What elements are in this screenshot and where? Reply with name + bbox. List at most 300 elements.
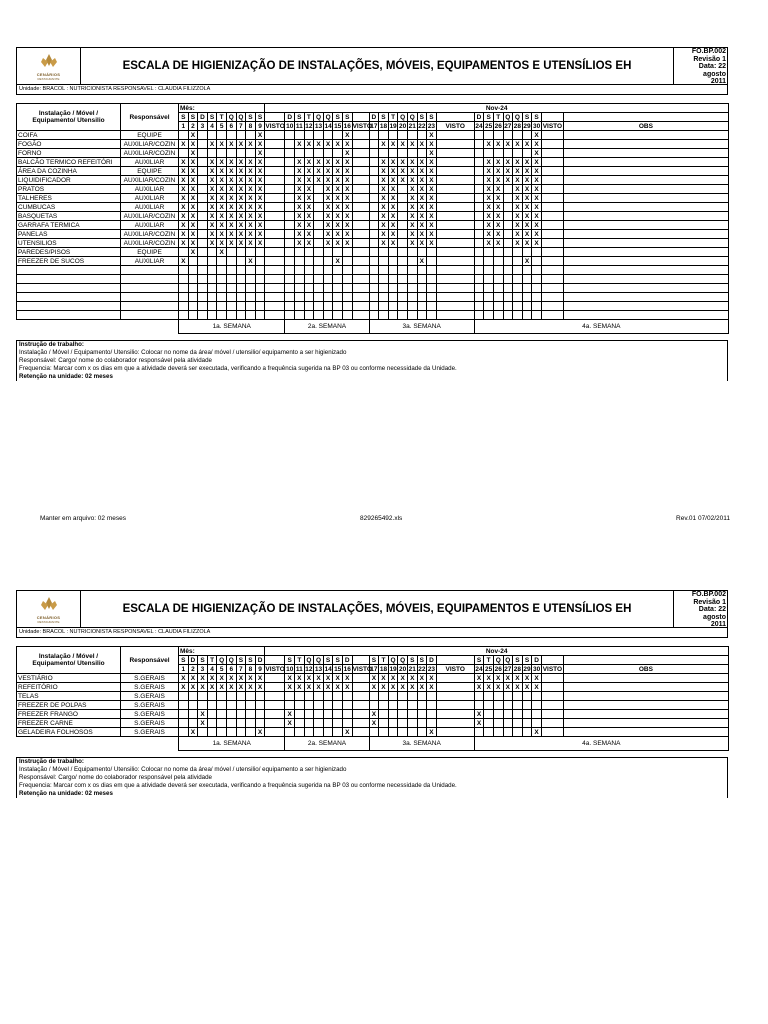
visto-cell (541, 302, 563, 311)
schedule-mark (407, 149, 417, 158)
schedule-mark (503, 257, 513, 266)
schedule-mark: X (323, 158, 333, 167)
schedule-mark (474, 266, 484, 275)
instruction-line: Frequencia: Marcar com x os dias em que a atividade deverá ser executada, verificando a frequência sugerida na BP 03 ou conforme necessidade da Unidade. (19, 782, 457, 789)
schedule-mark: X (255, 131, 265, 140)
schedule-mark (474, 311, 484, 320)
visto-cell (436, 692, 474, 701)
schedule-mark: X (474, 674, 484, 683)
schedule-mark (503, 284, 513, 293)
schedule-mark (417, 149, 427, 158)
schedule-mark: X (407, 674, 417, 683)
schedule-mark: X (532, 149, 542, 158)
schedule-mark (379, 131, 389, 140)
instructions-title: Instrução de trabalho: (19, 341, 84, 348)
schedule-mark (217, 719, 227, 728)
schedule-mark (427, 266, 437, 275)
schedule-mark: X (217, 185, 227, 194)
schedule-mark: X (226, 176, 236, 185)
schedule-mark (388, 692, 398, 701)
schedule-mark: X (236, 239, 246, 248)
schedule-mark (295, 710, 305, 719)
visto-cell (541, 140, 563, 149)
schedule-mark (417, 311, 427, 320)
schedule-mark: X (427, 230, 437, 239)
day-number: 18 (379, 122, 388, 130)
schedule-mark: X (255, 212, 265, 221)
schedule-mark (314, 302, 324, 311)
schedule-mark (295, 266, 305, 275)
obs-cell (563, 158, 728, 167)
day-number: 17 (370, 122, 378, 130)
form-date: Data: 22 agosto (698, 606, 726, 621)
visto-cell (352, 266, 369, 275)
weekday-header: Q (388, 656, 398, 665)
schedule-mark: X (522, 185, 532, 194)
schedule-mark (398, 221, 408, 230)
schedule-mark: X (484, 239, 494, 248)
schedule-mark (484, 728, 494, 737)
schedule-mark (474, 185, 484, 194)
obs-cell (563, 167, 728, 176)
schedule-mark: X (503, 674, 513, 683)
schedule-mark (226, 149, 236, 158)
schedule-mark (179, 311, 189, 320)
schedule-mark: X (295, 674, 305, 683)
sheet-1 (16, 47, 728, 381)
schedule-mark (398, 710, 408, 719)
schedule-mark (369, 311, 379, 320)
schedule-mark (198, 302, 208, 311)
schedule-mark: X (304, 212, 314, 221)
schedule-mark: X (417, 239, 427, 248)
weekday-header: S (236, 656, 246, 665)
schedule-mark (503, 293, 513, 302)
schedule-mark: X (217, 230, 227, 239)
schedule-mark (207, 275, 217, 284)
schedule-mark (226, 284, 236, 293)
schedule-mark: X (427, 674, 437, 683)
schedule-mark: X (493, 683, 503, 692)
schedule-mark (342, 701, 352, 710)
schedule-mark (217, 701, 227, 710)
table-row (17, 719, 729, 728)
schedule-mark: X (484, 185, 494, 194)
schedule-mark: X (295, 158, 305, 167)
schedule-mark (474, 194, 484, 203)
schedule-mark: X (285, 683, 295, 692)
schedule-mark: X (207, 176, 217, 185)
schedule-mark (198, 701, 208, 710)
schedule-mark: X (379, 167, 389, 176)
schedule-mark: X (295, 683, 305, 692)
schedule-mark (379, 311, 389, 320)
schedule-mark: X (379, 194, 389, 203)
schedule-mark: X (522, 167, 532, 176)
schedule-mark (246, 311, 256, 320)
schedule-mark: X (388, 221, 398, 230)
instruction-line: Responsável: Cargo/ nome do colaborador responsável pela atividade (19, 774, 212, 781)
weekday-header: T (388, 113, 398, 122)
table-cell (563, 113, 728, 122)
schedule-mark (342, 266, 352, 275)
schedule-mark: X (207, 140, 217, 149)
weekday-header: Q (314, 113, 324, 122)
schedule-mark (226, 266, 236, 275)
schedule-mark (503, 185, 513, 194)
schedule-mark: X (295, 194, 305, 203)
visto-cell (541, 266, 563, 275)
schedule-mark (226, 311, 236, 320)
schedule-mark (369, 158, 379, 167)
day-number: 20 (399, 665, 407, 673)
schedule-mark: X (207, 158, 217, 167)
schedule-mark: X (379, 221, 389, 230)
visto-cell (541, 149, 563, 158)
schedule-mark (493, 257, 503, 266)
schedule-mark: X (417, 257, 427, 266)
schedule-mark (198, 293, 208, 302)
schedule-mark (484, 719, 494, 728)
schedule-mark: X (304, 158, 314, 167)
schedule-mark: X (484, 674, 494, 683)
schedule-mark: X (246, 140, 256, 149)
schedule-mark (304, 275, 314, 284)
schedule-mark (417, 719, 427, 728)
schedule-mark (198, 257, 208, 266)
week-3-label: 3a. SEMANA (369, 320, 474, 334)
table-row (17, 221, 729, 230)
schedule-mark (285, 203, 295, 212)
schedule-mark (285, 140, 295, 149)
schedule-mark (314, 284, 324, 293)
schedule-mark (369, 176, 379, 185)
schedule-mark: X (333, 158, 343, 167)
visto-cell (265, 212, 285, 221)
schedule-mark: X (407, 167, 417, 176)
weekday-header: Q (493, 656, 503, 665)
visto-cell (265, 248, 285, 257)
visto-cell (352, 167, 369, 176)
schedule-mark (388, 293, 398, 302)
schedule-mark (314, 719, 324, 728)
schedule-mark (513, 728, 523, 737)
schedule-mark (304, 257, 314, 266)
schedule-mark: X (236, 167, 246, 176)
schedule-mark (474, 257, 484, 266)
schedule-mark (217, 275, 227, 284)
schedule-mark: X (295, 239, 305, 248)
visto-cell (436, 221, 474, 230)
schedule-mark: X (198, 710, 208, 719)
visto-cell (541, 683, 563, 692)
retention-line: Retenção na unidade: 02 meses (19, 790, 113, 797)
schedule-mark (333, 311, 343, 320)
schedule-mark (379, 293, 389, 302)
schedule-mark (198, 149, 208, 158)
day-number: 7 (236, 665, 246, 674)
schedule-mark: X (179, 194, 189, 203)
schedule-mark: X (217, 674, 227, 683)
schedule-mark (474, 167, 484, 176)
visto-header: VISTO (265, 665, 285, 673)
schedule-mark: X (304, 167, 314, 176)
responsible-name (121, 311, 179, 320)
schedule-mark (503, 248, 513, 257)
visto-cell (436, 293, 474, 302)
schedule-mark (255, 311, 265, 320)
schedule-mark (532, 719, 542, 728)
schedule-mark: X (246, 167, 256, 176)
schedule-mark: X (188, 230, 198, 239)
table-cell (541, 656, 563, 665)
schedule-mark: X (379, 140, 389, 149)
month-value: Nov-24 (265, 647, 728, 656)
schedule-mark: X (217, 176, 227, 185)
schedule-mark (513, 248, 523, 257)
schedule-mark (379, 719, 389, 728)
visto-cell (436, 284, 474, 293)
schedule-mark: X (417, 230, 427, 239)
schedule-mark: X (333, 185, 343, 194)
schedule-mark (513, 311, 523, 320)
visto-cell (436, 140, 474, 149)
visto-cell (436, 683, 474, 692)
responsible-name (121, 275, 179, 284)
schedule-mark (369, 692, 379, 701)
visto-cell (436, 230, 474, 239)
schedule-mark: X (188, 212, 198, 221)
schedule-mark: X (198, 674, 208, 683)
schedule-mark (314, 701, 324, 710)
day-number: 8 (246, 122, 256, 131)
schedule-mark (304, 719, 314, 728)
schedule-mark (398, 266, 408, 275)
schedule-mark (207, 131, 217, 140)
table-row (17, 230, 729, 239)
schedule-mark (474, 230, 484, 239)
visto-cell (541, 674, 563, 683)
schedule-mark: X (427, 167, 437, 176)
schedule-mark (226, 275, 236, 284)
schedule-mark (207, 719, 217, 728)
schedule-mark (388, 719, 398, 728)
schedule-mark: X (532, 212, 542, 221)
schedule-mark: X (255, 203, 265, 212)
schedule-mark: X (503, 140, 513, 149)
form-code: FO.BP.002 (691, 48, 726, 55)
weekday-header: Q (503, 656, 513, 665)
table-cell (17, 737, 179, 751)
footer-revision: Rev.01 07/02/2011 (676, 515, 730, 522)
weekday-header: Q (314, 656, 324, 665)
schedule-mark: X (513, 674, 523, 683)
schedule-mark (369, 140, 379, 149)
schedule-mark (285, 185, 295, 194)
schedule-mark: X (255, 158, 265, 167)
schedule-mark (388, 248, 398, 257)
visto-cell (352, 176, 369, 185)
visto-cell (352, 131, 369, 140)
schedule-mark: X (207, 239, 217, 248)
schedule-mark (493, 284, 503, 293)
schedule-mark: X (493, 176, 503, 185)
schedule-mark (474, 131, 484, 140)
schedule-mark: X (484, 158, 494, 167)
schedule-mark (417, 293, 427, 302)
schedule-mark: X (314, 674, 324, 683)
company-logo (17, 48, 81, 84)
day-number: 27 (504, 665, 512, 673)
form-title: ESCALA DE HIGIENIZAÇÃO DE INSTALAÇÕES, MÓVEIS, EQUIPAMENTOS E UTENSÍLIOS EH (122, 603, 632, 615)
day-number: 26 (494, 665, 502, 673)
schedule-mark (188, 284, 198, 293)
schedule-mark (246, 293, 256, 302)
schedule-mark (255, 710, 265, 719)
weekday-header: Q (236, 113, 246, 122)
weekday-header: S (188, 113, 198, 122)
week-2-label: 2a. SEMANA (285, 737, 369, 751)
visto-header: VISTO (265, 122, 285, 130)
day-number: 19 (389, 122, 397, 130)
schedule-mark: X (484, 230, 494, 239)
schedule-mark: X (179, 683, 189, 692)
weekday-header: T (304, 113, 314, 122)
schedule-mark (217, 302, 227, 311)
schedule-mark (513, 149, 523, 158)
table-row (17, 203, 729, 212)
schedule-mark (314, 311, 324, 320)
work-instructions (16, 757, 728, 798)
schedule-mark (295, 302, 305, 311)
schedule-mark (474, 221, 484, 230)
schedule-mark (513, 719, 523, 728)
visto-cell (541, 692, 563, 701)
schedule-mark (417, 248, 427, 257)
schedule-mark (513, 131, 523, 140)
visto-cell (541, 257, 563, 266)
schedule-mark: X (427, 212, 437, 221)
visto-cell (265, 257, 285, 266)
schedule-mark (484, 293, 494, 302)
schedule-mark (198, 728, 208, 737)
visto-cell (352, 230, 369, 239)
responsible-name: S.GERAIS (121, 674, 179, 683)
schedule-mark: X (379, 683, 389, 692)
schedule-mark: X (417, 176, 427, 185)
schedule-mark: X (304, 140, 314, 149)
visto-cell (265, 185, 285, 194)
obs-header: OBS (563, 665, 728, 674)
day-number: 21 (408, 665, 416, 673)
schedule-mark (236, 248, 246, 257)
schedule-mark (198, 248, 208, 257)
schedule-mark (188, 311, 198, 320)
schedule-mark: X (295, 140, 305, 149)
schedule-mark: X (226, 230, 236, 239)
schedule-mark (295, 728, 305, 737)
schedule-mark (493, 293, 503, 302)
schedule-mark: X (532, 674, 542, 683)
document-info (673, 48, 727, 84)
schedule-mark: X (188, 176, 198, 185)
schedule-mark: X (388, 194, 398, 203)
schedule-mark (285, 266, 295, 275)
schedule-mark (398, 131, 408, 140)
schedule-mark: X (255, 728, 265, 737)
schedule-mark: X (493, 158, 503, 167)
schedule-mark: X (532, 158, 542, 167)
schedule-mark (522, 701, 532, 710)
responsible-name: EQUIPE (121, 167, 179, 176)
obs-cell (563, 293, 728, 302)
schedule-mark (427, 284, 437, 293)
schedule-mark (226, 719, 236, 728)
schedule-mark (314, 230, 324, 239)
schedule-mark (484, 710, 494, 719)
schedule-mark (217, 692, 227, 701)
schedule-mark: X (484, 221, 494, 230)
obs-cell (563, 239, 728, 248)
schedule-mark (246, 284, 256, 293)
area-name: REFEITÓRIO (17, 683, 121, 692)
schedule-mark: X (255, 185, 265, 194)
responsible-name: S.GERAIS (121, 692, 179, 701)
schedule-mark (246, 302, 256, 311)
day-number: 16 (343, 665, 351, 673)
schedule-mark: X (246, 212, 256, 221)
schedule-mark: X (493, 194, 503, 203)
schedule-mark: X (532, 239, 542, 248)
schedule-mark (285, 257, 295, 266)
schedule-mark (226, 302, 236, 311)
schedule-mark (513, 701, 523, 710)
schedule-mark: X (304, 230, 314, 239)
schedule-mark (217, 266, 227, 275)
visto-cell (352, 158, 369, 167)
schedule-mark (179, 248, 189, 257)
schedule-mark (198, 284, 208, 293)
schedule-mark (333, 701, 343, 710)
schedule-mark (417, 701, 427, 710)
schedule-mark (179, 275, 189, 284)
visto-cell (265, 230, 285, 239)
day-number: 13 (314, 665, 323, 673)
schedule-mark (207, 302, 217, 311)
schedule-mark (236, 728, 246, 737)
schedule-mark: X (207, 230, 217, 239)
schedule-mark (522, 302, 532, 311)
schedule-mark (285, 194, 295, 203)
schedule-mark: X (295, 167, 305, 176)
schedule-mark: X (285, 710, 295, 719)
schedule-mark (532, 302, 542, 311)
schedule-mark (323, 275, 333, 284)
schedule-mark (522, 710, 532, 719)
schedule-mark: X (314, 683, 324, 692)
day-number: 11 (295, 122, 303, 130)
schedule-mark (314, 149, 324, 158)
schedule-mark: X (333, 203, 343, 212)
schedule-mark (246, 248, 256, 257)
schedule-mark: X (417, 167, 427, 176)
schedule-mark (314, 131, 324, 140)
month-value: Nov-24 (265, 104, 728, 113)
work-instructions (16, 340, 728, 381)
schedule-mark: X (398, 674, 408, 683)
footer-archive: Manter em arquivo: 02 meses (40, 515, 126, 522)
schedule-mark: X (484, 683, 494, 692)
